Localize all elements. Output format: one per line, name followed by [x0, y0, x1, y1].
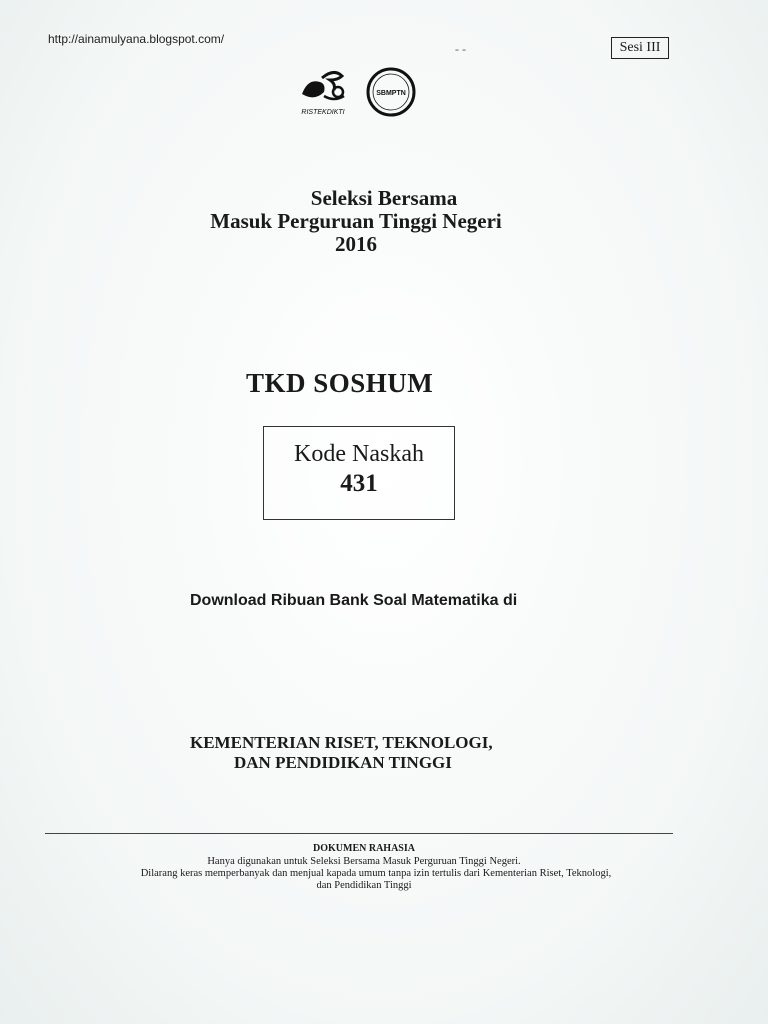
- exam-code-number: 431: [340, 470, 378, 497]
- session-box: Sesi III: [611, 37, 669, 59]
- ministry-line-2: DAN PENDIDIKAN TINGGI: [234, 753, 452, 772]
- ministry-name: [190, 733, 493, 773]
- copy-prohibition: Dilarang keras memperbanyak dan menjual kapada umum tanpa izin tertulis dari Kementerian Riset, Teknologi,: [140, 868, 612, 879]
- title-line-2: Masuk Perguruan Tinggi Negeri: [210, 209, 502, 233]
- source-url: http://ainamulyana.blogspot.com/: [48, 32, 225, 46]
- exam-code-label: Kode Naskah: [294, 441, 424, 467]
- usage-notice: Hanya digunakan untuk Seleksi Bersama Masuk Perguruan Tinggi Negeri.: [207, 856, 521, 867]
- exam-code-box: [263, 426, 455, 520]
- subject-heading: TKD SOSHUM: [246, 368, 434, 398]
- ministry-line-1: KEMENTERIAN RISET, TEKNOLOGI,: [190, 733, 493, 752]
- download-promo: Download Ribuan Bank Soal Matematika di: [190, 592, 518, 609]
- sbmptn-label: SBMPTN: [376, 90, 406, 97]
- ristekdikti-logo: [294, 66, 352, 118]
- copy-prohibition-cont: dan Pendidikan Tinggi: [316, 880, 412, 891]
- sbmptn-logo: [365, 66, 417, 118]
- title-year: 2016: [335, 232, 377, 256]
- footer-divider: [45, 833, 673, 834]
- confidential-label: DOKUMEN RAHASIA: [313, 843, 415, 854]
- scan-mark: - -: [455, 42, 466, 56]
- title-line-1: Seleksi Bersama: [310, 186, 458, 210]
- ristekdikti-label: RISTEKDIKTI: [301, 109, 345, 116]
